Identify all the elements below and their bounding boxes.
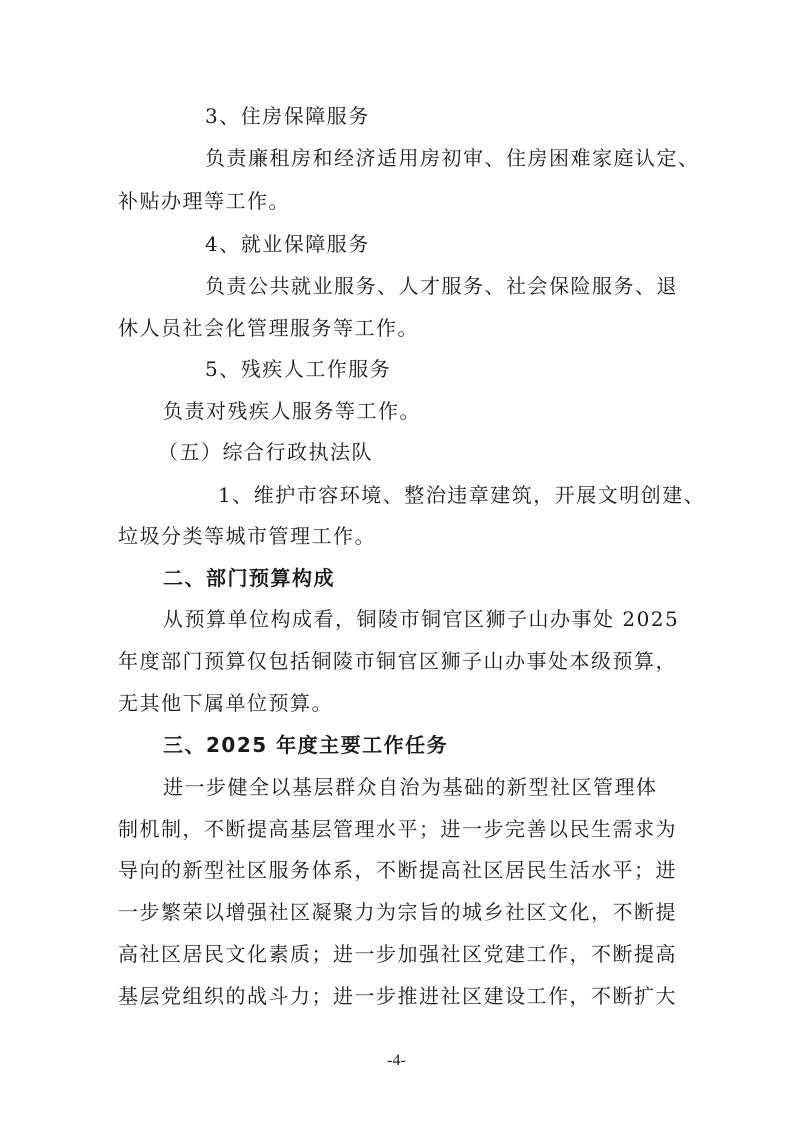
enforcement-heading: （五）综合行政执法队 bbox=[158, 440, 373, 464]
section-3-paragraph-line-3: 导向的新型社区服务体系，不断提高社区居民生活水平；进 bbox=[118, 858, 677, 882]
housing-heading: 3、住房保障服务 bbox=[205, 104, 370, 128]
section-2-paragraph-line-2: 年度部门预算仅包括铜陵市铜官区狮子山办事处本级预算， bbox=[118, 649, 677, 673]
page-number: -4- bbox=[387, 1052, 406, 1069]
section-3-paragraph-line-2: 制机制，不断提高基层管理水平；进一步完善以民生需求为 bbox=[118, 817, 677, 841]
disability-heading: 5、残疾人工作服务 bbox=[205, 357, 392, 381]
disability-desc: 负责对残疾人服务等工作。 bbox=[163, 399, 421, 423]
section-3-paragraph-line-4: 一步繁荣以增强社区凝聚力为宗旨的城乡社区文化，不断提 bbox=[118, 900, 677, 924]
section-3-paragraph-line-1: 进一步健全以基层群众自治为基础的新型社区管理体 bbox=[163, 775, 658, 799]
enforcement-item-line-2: 垃圾分类等城市管理工作。 bbox=[118, 524, 376, 548]
section-3-heading: 三、2025 年度主要工作任务 bbox=[163, 733, 449, 757]
section-3-paragraph-line-5: 高社区居民文化素质；进一步加强社区党建工作，不断提高 bbox=[118, 942, 677, 966]
enforcement-item-line-1: 1、维护市容环境、整治违章建筑，开展文明创建、 bbox=[218, 483, 706, 507]
housing-desc-line-2: 补贴办理等工作。 bbox=[118, 189, 290, 213]
section-2-paragraph-line-1: 从预算单位构成看，铜陵市铜官区狮子山办事处 2025 bbox=[163, 607, 680, 631]
section-3-paragraph-line-6: 基层党组织的战斗力；进一步推进社区建设工作，不断扩大 bbox=[118, 984, 677, 1008]
section-2-heading: 二、部门预算构成 bbox=[163, 566, 335, 590]
employment-desc-line-1: 负责公共就业服务、人才服务、社会保险服务、退 bbox=[205, 274, 678, 298]
employment-heading: 4、就业保障服务 bbox=[205, 232, 370, 256]
employment-desc-line-2: 休人员社会化管理服务等工作。 bbox=[118, 316, 419, 340]
section-2-paragraph-line-3: 无其他下属单位预算。 bbox=[118, 691, 333, 715]
housing-desc-line-1: 负责廉租房和经济适用房初审、住房困难家庭认定、 bbox=[205, 146, 700, 170]
